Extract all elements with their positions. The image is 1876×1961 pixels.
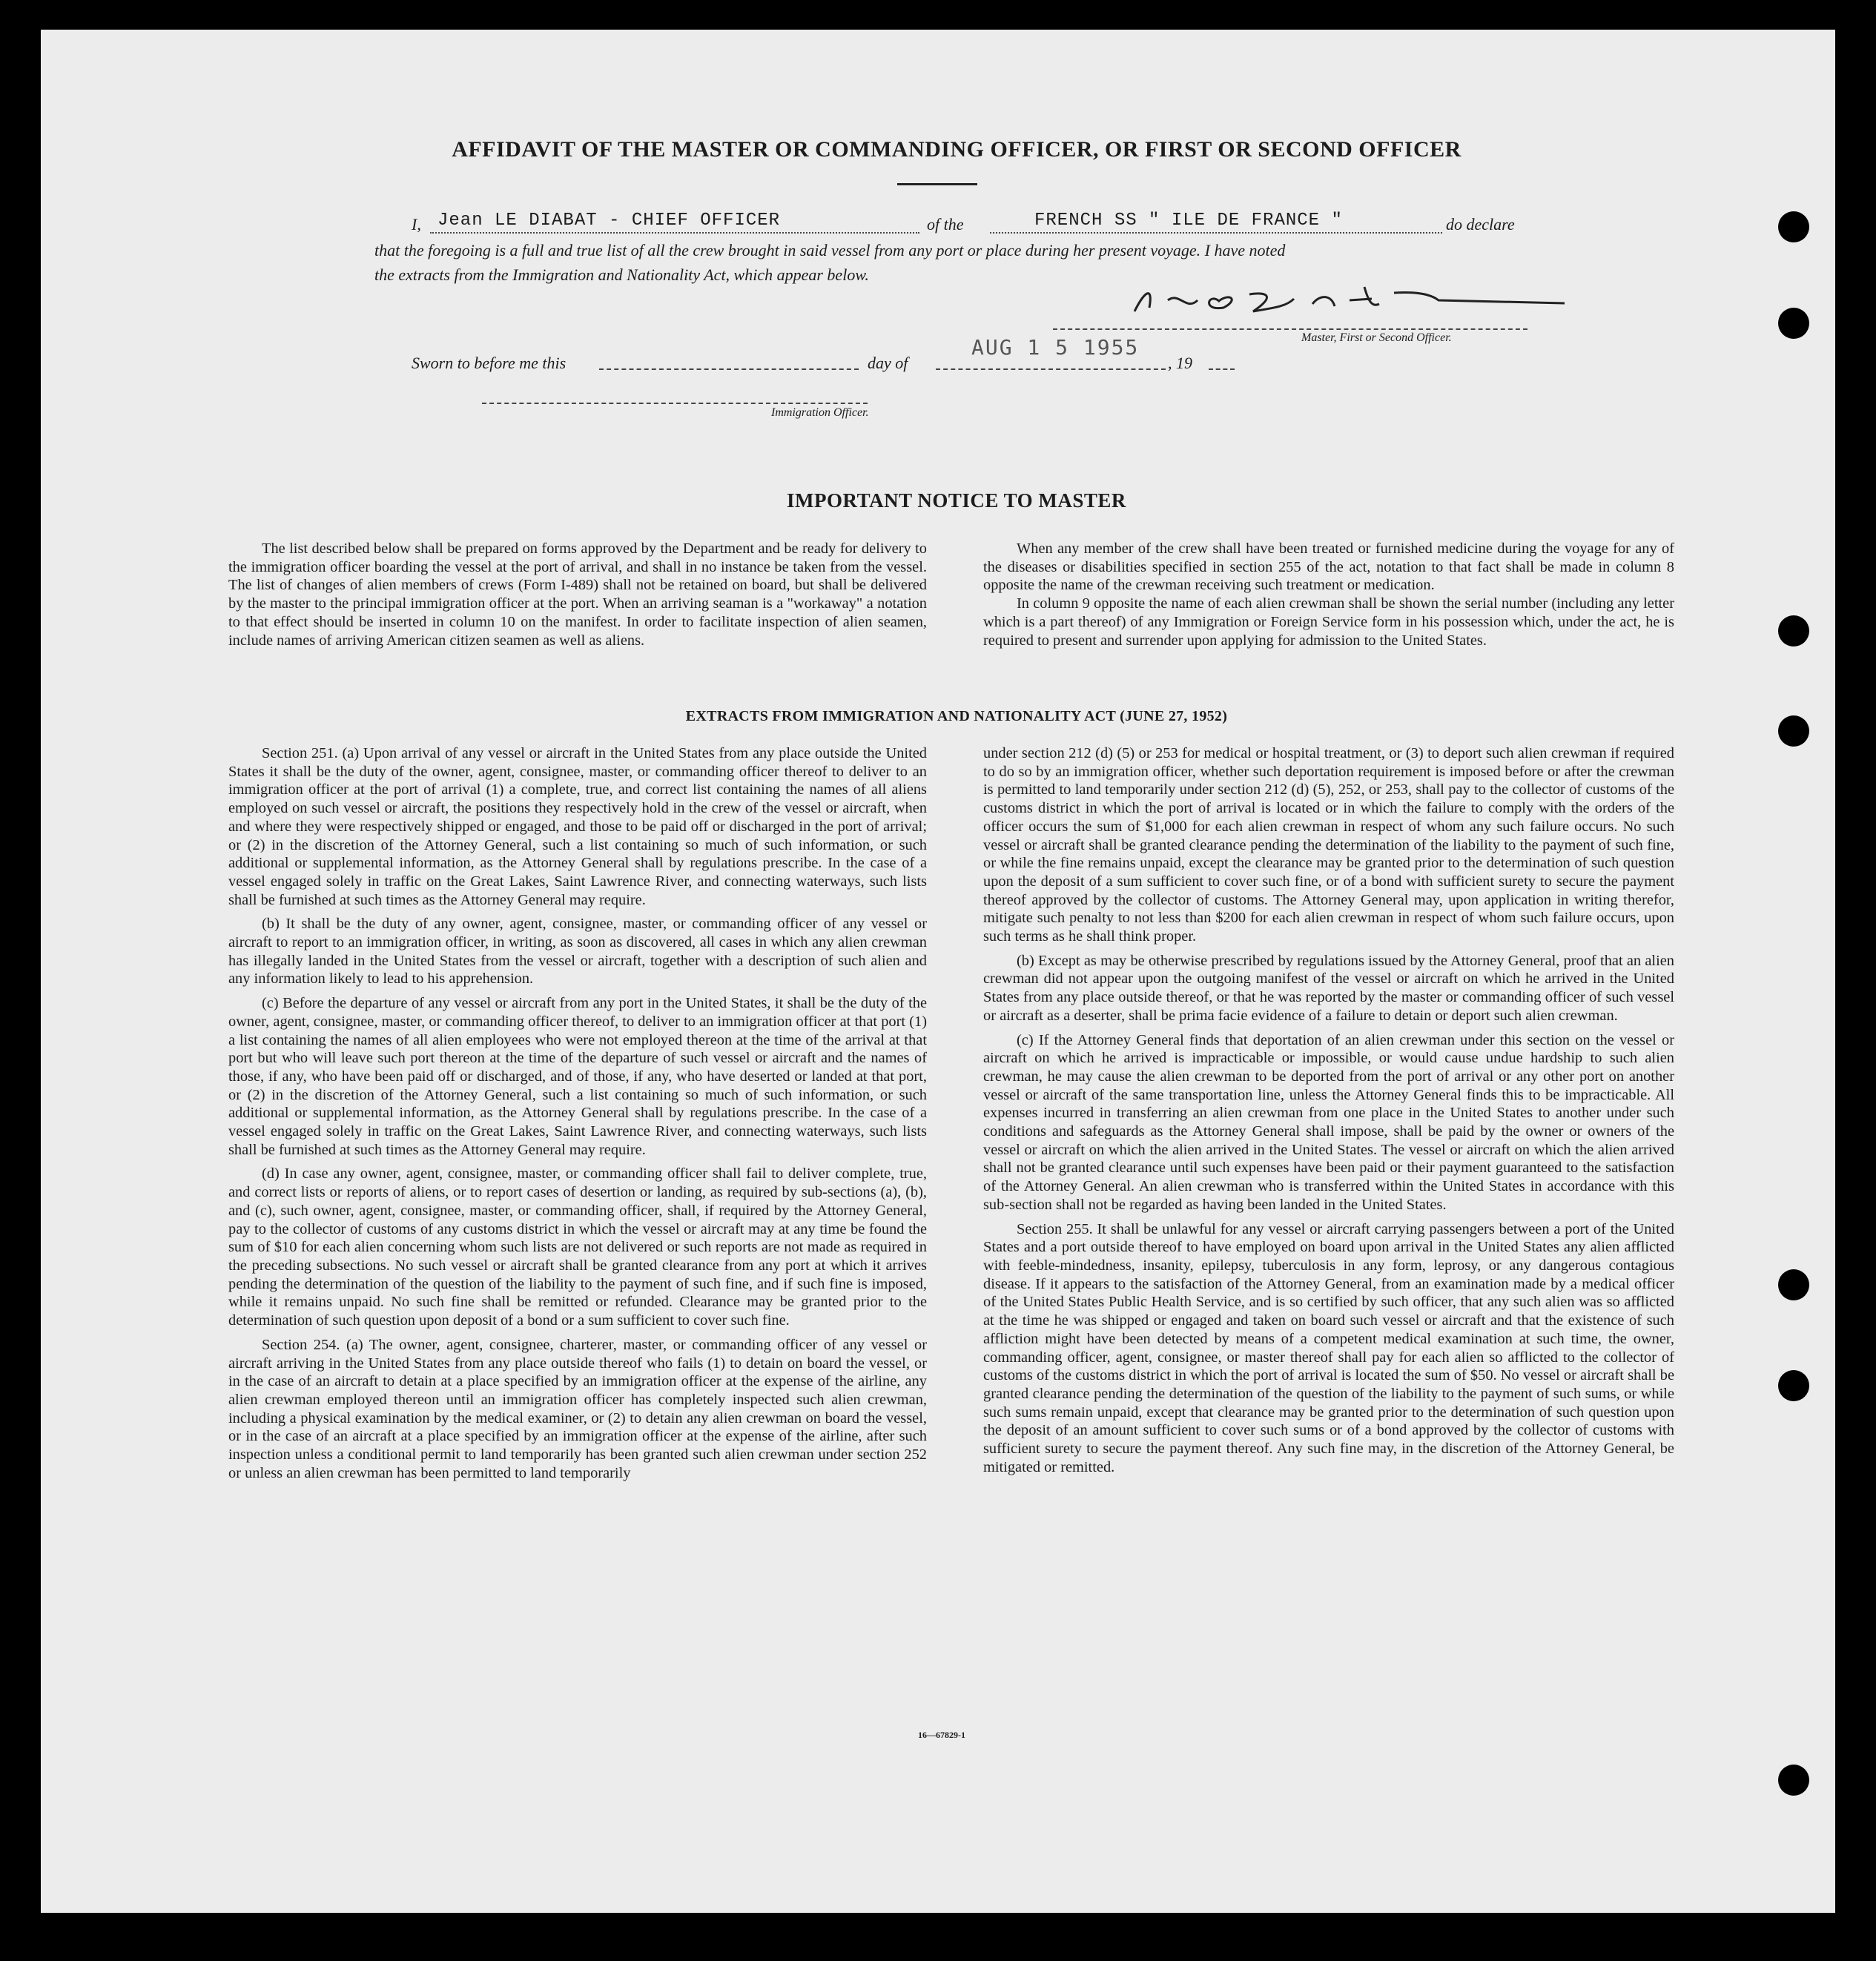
year-label: , 19 bbox=[1168, 354, 1192, 372]
immigration-officer-caption: Immigration Officer. bbox=[771, 406, 869, 419]
binder-hole bbox=[1778, 1269, 1809, 1300]
signature-line bbox=[1053, 328, 1527, 330]
declarant-line bbox=[430, 232, 919, 234]
form-code: 16—67829-1 bbox=[918, 1730, 965, 1740]
notice-right-text-1: When any member of the crew shall have been treated or furnished medicine during the voyage for any of the diseases or disabilities specified in section 255 of the act, notation to that fact shall be made in column 8 opposite the name of the crewman receiving such treatment or medication. bbox=[983, 540, 1674, 594]
notice-left-text: The list described below shall be prepared on forms approved by the Department and be ready for delivery to the immigration officer boarding the vessel at the port of arrival, and shall in no instance be taken from the vessel. The list of changes of alien members of crews (Form I-489) shall not be retained on board, but shall be delivered by the master to the principal immigration officer at the port. When an arriving seaman is a "workaway" a notation to that effect should be inserted in column 10 on the manifest. In order to facilitate inspection of alien seamen, include names of arriving American citizen seamen as well as aliens. bbox=[228, 540, 927, 649]
declarant-name: Jean LE DIABAT - CHIEF OFFICER bbox=[437, 211, 781, 231]
officer-signature bbox=[1127, 278, 1572, 323]
section-255: Section 255. It shall be unlawful for any vessel or aircraft carrying passengers between a port of the United States and a port outside thereof to have employed on board upon arrival in the United States any alien afflicted with feeble-mindedness, insanity, epilepsy, tuberculosis in any form, leprosy, or any dangerous contagious disease. If it appears to the satisfaction of the Attorney General, from an examination made by a medical officer of the United States Public Health Service, and is so certified by such officer, that any such alien was so afflicted at the time he was shipped or engaged and taken on board such vessel or aircraft and that the existence of such affliction might have been detected by means of a competent medical examination at such time, the owner, commanding officer, agent, consignee, or master thereof shall pay for each alien so afflicted to the collector of customs of the customs district in which the port of arrival is located the sum of $50. No vessel or aircraft shall be granted clearance pending the determination of the question of the liability to the payment of such sums, or while such sums remain unpaid, except that clearance may be granted prior to the determination of such question upon the deposit of an amount sufficient to cover such sums or of a bond approved by the collector of customs with sufficient surety to secure the payment thereof. Any such fine may, in the discretion of the Attorney General, be mitigated or remitted. bbox=[983, 1220, 1674, 1475]
notice-title: IMPORTANT NOTICE TO MASTER bbox=[787, 489, 1126, 512]
do-declare-label: do declare bbox=[1446, 215, 1515, 234]
officer-caption: Master, First or Second Officer. bbox=[1301, 331, 1452, 344]
sworn-day-line bbox=[599, 368, 859, 370]
day-of-label: day of bbox=[868, 354, 908, 372]
binder-hole bbox=[1778, 308, 1809, 339]
extracts-left-column bbox=[228, 744, 927, 1488]
vessel-name: FRENCH SS " ILE DE FRANCE " bbox=[1034, 211, 1343, 231]
date-stamp: AUG 1 5 1955 bbox=[971, 335, 1140, 360]
affidavit-title: AFFIDAVIT OF THE MASTER OR COMMANDING OFFICER, OR FIRST OR SECOND OFFICER bbox=[452, 137, 1462, 162]
binder-hole bbox=[1778, 615, 1809, 646]
vessel-line bbox=[990, 232, 1442, 234]
immigration-officer-line bbox=[482, 403, 868, 404]
affidavit-line-3: the extracts from the Immigration and Nationality Act, which appear below. bbox=[374, 265, 869, 284]
date-line bbox=[936, 368, 1166, 370]
notice-right-column bbox=[983, 540, 1674, 655]
section-254c: (c) If the Attorney General finds that deportation of an alien crewman under this section on the vessel or aircraft on which he arrived is impracticable or impossible, or would cause undue hardship to such alien crewman, he may cause the alien crewman to be deported from the port of arrival or any other port on another vessel or aircraft of the same transportation line, unless the Attorney General finds this to be impracticable. All expenses incurred in transferring an alien crewman from one place in the United States to another under such conditions and safeguards as the Attorney General shall impose, shall be paid by the owner or owners of the vessel or aircraft on which the alien arrived in the United States. The vessel or aircraft on which the alien arrived shall not be granted clearance until such expenses have been paid or their payment guaranteed to the satisfaction of the Attorney General. An alien crewman who is transferred within the United States in accordance with this sub-section shall not be regarded as having been landed in the United States. bbox=[983, 1031, 1674, 1213]
section-251b: (b) It shall be the duty of any owner, agent, consignee, master, or commanding officer of any vessel or aircraft to report to an immigration officer, in writing, as soon as discovered, all cases in which any alien crewman has illegally landed in the United States from the vessel or aircraft, together with a description of such alien and any information likely to lead to his apprehension. bbox=[228, 916, 927, 988]
section-251a: Section 251. (a) Upon arrival of any vessel or aircraft in the United States from any place outside the United States it shall be the duty of the owner, agent, consignee, master, or commanding officer thereof to deliver to an immigration officer at the port of arrival (1) a complete, true, and correct list containing the names of all aliens employed on such vessel or aircraft, the positions they respectively hold in the crew of the vessel or aircraft, when and where they were respectively shipped or engaged, and those to be paid off or discharged in the port of arrival; or (2) in the discretion of the Attorney General, such a list containing so much of such information, or such additional or supplemental information, as the Attorney General shall by regulations prescribe. In the case of a vessel engaged solely in traffic on the Great Lakes, Saint Lawrence River, and connecting waterways, such lists shall be furnished at such times as the Attorney General may require. bbox=[228, 745, 927, 908]
section-254a: Section 254. (a) The owner, agent, consignee, charterer, master, or commanding officer of any vessel or aircraft arriving in the United States from any place outside thereof who fails (1) to detain on board the vessel, or in the case of an aircraft to detain at a place specified by an immigration officer at the expense of the airline, any alien crewman employed thereon until an immigration officer has completely inspected such alien crewman, including a physical examination by the medical examiner, or (2) to detain any alien crewman on board the vessel, or in the case of an aircraft at a place specified by an immigration officer at the expense of the airline, after such inspection unless a conditional permit to land temporarily has been granted such alien crewman under section 252 or unless an alien crewman has been permitted to land temporarily bbox=[228, 1336, 927, 1481]
section-251d: (d) In case any owner, agent, consignee, master, or commanding officer shall fail to deliver complete, true, and correct lists or reports of aliens, or to report cases of desertion or landing, as required by sub-sections (a), (b), and (c), such owner, agent, consignee, master, or commanding officer, shall, if required by the Attorney General, pay to the collector of customs of any customs district in which the vessel or aircraft may at any time be found the sum of $10 for each alien concerning whom such lists are not delivered or such reports are not made as required in the preceding subsections. No such vessel or aircraft shall be granted clearance from any port at which it arrives pending the determination of the question of the liability to the payment of such fine, and if such fine is imposed, while it remains unpaid. No such fine shall be remitted or refunded. Clearance may be granted prior to the determination of such question upon deposit of a bond or a sum sufficient to cover such fine. bbox=[228, 1165, 927, 1329]
extracts-right-column bbox=[983, 744, 1674, 1482]
title-rule bbox=[897, 183, 977, 185]
sworn-label: Sworn to before me this bbox=[412, 354, 567, 372]
binder-hole bbox=[1778, 1765, 1809, 1796]
declarant-prefix: I, bbox=[412, 215, 421, 234]
of-the-label: of the bbox=[927, 215, 964, 234]
notice-right-text-2: In column 9 opposite the name of each alien crewman shall be shown the serial number (including any letter which is a part thereof) of any Immigration or Foreign Service form in his possession which, under the act, he is required to present and surrender upon applying for admission to the United States. bbox=[983, 595, 1674, 649]
binder-hole bbox=[1778, 1370, 1809, 1401]
section-254b: (b) Except as may be otherwise prescribed by regulations issued by the Attorney General, proof that an alien crewman did not appear upon the outgoing manifest of the vessel or aircraft on which he arrived in the United States from any place outside thereof, or that he was reported by the master or commanding officer of such vessel or aircraft as a deserter, shall be prima facie evidence of a failure to detain or deport such alien crewman. bbox=[983, 952, 1674, 1024]
binder-hole bbox=[1778, 211, 1809, 242]
notice-left-column bbox=[228, 540, 927, 655]
section-254a-continued: under section 212 (d) (5) or 253 for medical or hospital treatment, or (3) to deport such alien crewman if required to do so by an immigration officer, whether such deportation requirement is imposed before or after the crewman is permitted to land temporarily under section 212 (d) (5), 252, or 253, shall pay to the collector of customs of the customs district in which the port of arrival is located or in which the failure to comply with the orders of the officer occurs the sum of $1,000 for each alien crewman in respect of whom any such failure occurs. No such vessel or aircraft shall be granted clearance pending the determination of the liability to the payment of such fine, or while the fine remains unpaid, except the clearance may be granted prior to the determination of such question upon the deposit of a sum sufficient to cover such fine, or of a bond with sufficient surety to secure the payment thereof approved by the collector of customs. The Attorney General may, upon application in writing therefor, mitigate such penalty to not less than $200 for each alien crewman in respect of whom such failure occurs, upon such terms as he shall think proper. bbox=[983, 745, 1674, 945]
section-251c: (c) Before the departure of any vessel or aircraft from any port in the United States, it shall be the duty of the owner, agent, consignee, master, or commanding officer thereof, to deliver to an immigration officer at that port (1) a list containing the names of all alien employees who were not employed thereon at the time of the arrival at that port but who will leave such port thereon at the time of the departure of such vessel or aircraft and the names of those, if any, who have been paid off or discharged, and of those, if any, who have deserted or landed at that port, or (2) in the discretion of the Attorney General, such a list containing so much of such information, or such additional or supplemental information, as the Attorney General shall by regulations prescribe. In the case of a vessel engaged solely in traffic on the Great Lakes, Saint Lawrence River, and connecting waterways, such lists shall be furnished at such times as the Attorney General may require. bbox=[228, 995, 927, 1158]
year-line bbox=[1209, 368, 1235, 370]
affidavit-line-2: that the foregoing is a full and true list of all the crew brought in said vessel from any port or place during her present voyage. I have noted bbox=[374, 241, 1286, 259]
extracts-title: EXTRACTS FROM IMMIGRATION AND NATIONALITY ACT (JUNE 27, 1952) bbox=[685, 708, 1228, 724]
